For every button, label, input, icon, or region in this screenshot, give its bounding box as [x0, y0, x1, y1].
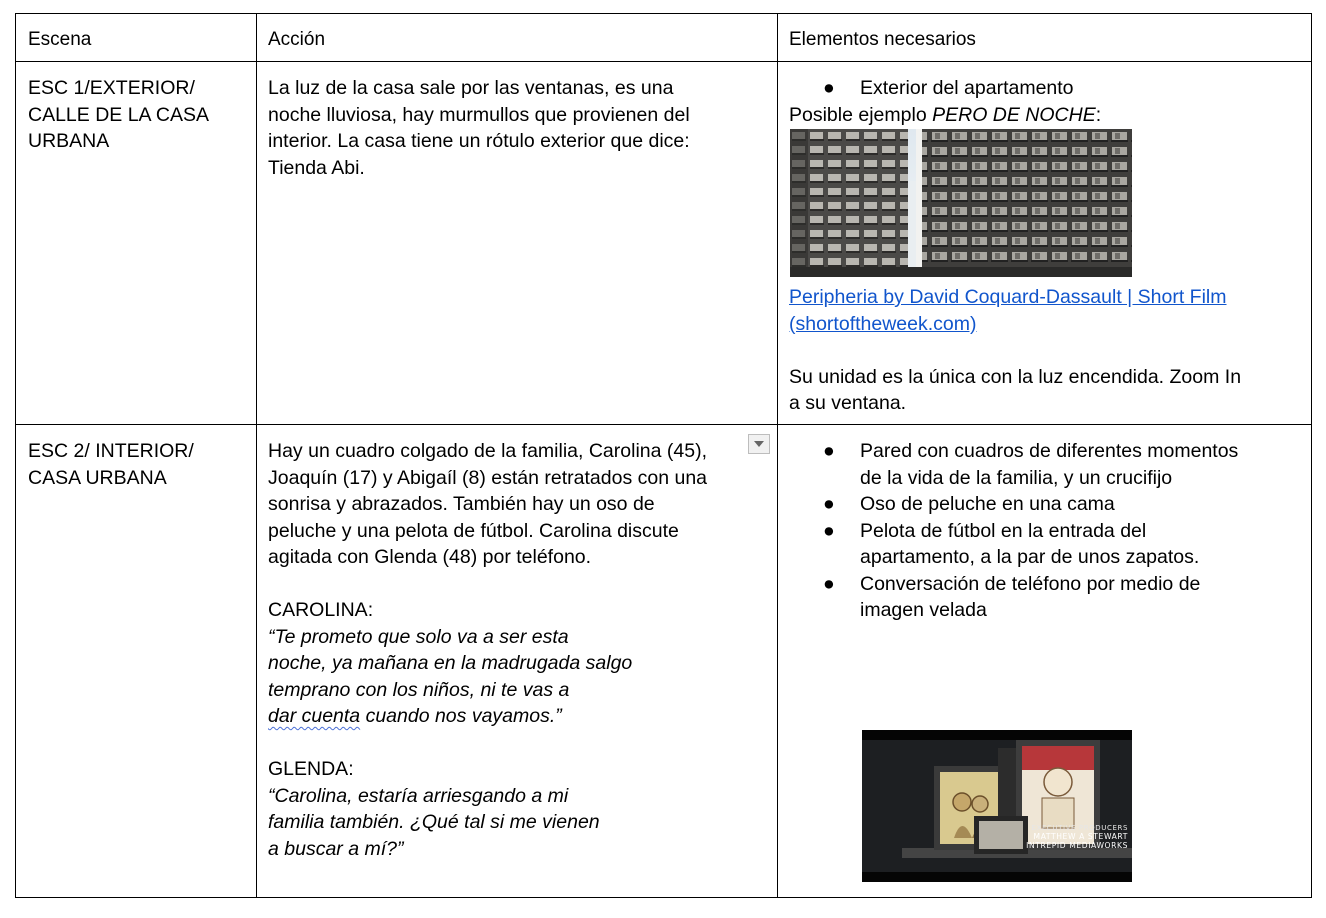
bullet-text: apartamento, a la par de unos zapatos. — [860, 546, 1200, 568]
row2-scene-cell — [28, 438, 250, 491]
row1-scene-line: URBANA — [28, 130, 110, 152]
speaker-glenda: GLENDA: — [268, 758, 354, 780]
dialogue-line: noche, ya mañana en la madrugada salgo — [268, 652, 633, 674]
spellcheck-flagged-text[interactable]: dar cuenta — [268, 705, 361, 727]
row2-action-line: agitada con Glenda (48) por teléfono. — [268, 546, 592, 568]
caret-down-icon — [754, 441, 764, 447]
dialogue-line: familia también. ¿Qué tal si me vienen — [268, 811, 600, 833]
example-suffix: : — [1095, 103, 1102, 126]
header-elementos: Elementos necesarios — [789, 29, 976, 50]
row1-scene-line: CALLE DE LA CASA — [28, 103, 210, 126]
apartment-building-image[interactable] — [790, 129, 1132, 277]
row1-elements-cell — [789, 75, 1309, 128]
row2-scene-line: CASA URBANA — [28, 466, 167, 489]
suggestion-dropdown-button[interactable] — [748, 434, 770, 454]
list-item — [789, 438, 1309, 491]
row2-action-line: Joaquín (17) y Abigaíl (8) están retratados con una — [268, 466, 708, 489]
row2-elements-cell — [789, 438, 1309, 624]
row1-scene-line: ESC 1/EXTERIOR/ — [28, 77, 195, 99]
bullet-text: Conversación de teléfono por medio de — [860, 572, 1201, 595]
row1-action-cell — [268, 75, 773, 181]
row2-action-cell — [268, 438, 773, 862]
row2-action-line: peluche y una pelota de fútbol. Carolina discute — [268, 519, 679, 542]
row2-scene-line: ESC 2/ INTERIOR/ — [28, 440, 194, 462]
row1-action-line: La luz de la casa sale por las ventanas, es una — [268, 77, 674, 99]
bullet-text: imagen velada — [860, 599, 987, 621]
row1-note-line: a su ventana. — [789, 392, 907, 414]
bullet-text: Pelota de fútbol en la entrada del — [860, 519, 1147, 542]
bullet-text: Exterior del apartamento — [860, 77, 1074, 99]
row1-link-block — [789, 284, 1309, 417]
dialogue-line: “Carolina, estaría arriesgando a mi — [268, 784, 569, 807]
list-item — [789, 491, 1309, 518]
bullet-text: Oso de peluche en una cama — [860, 493, 1115, 515]
frame-caption-line-2: MATTHEW A STEWART — [1033, 832, 1128, 841]
bullet-icon: ● — [823, 493, 835, 515]
dialogue-line-rest: cuando nos vayamos.” — [360, 705, 562, 727]
speaker-carolina: CAROLINA: — [268, 599, 374, 621]
header-accion: Acción — [268, 29, 326, 50]
row1-action-line: noche lluviosa, hay murmullos que provienen del — [268, 103, 690, 126]
example-prefix: Posible ejemplo — [789, 103, 933, 126]
row1-bullet-list — [789, 75, 1309, 102]
dialogue-line: a buscar a mí?” — [268, 837, 404, 860]
row1-note-line: Su unidad es la única con la luz encendida. Zoom In — [789, 365, 1242, 388]
list-item — [789, 518, 1309, 571]
short-film-link-domain[interactable]: (shortoftheweek.com) — [789, 312, 977, 335]
header-escena: Escena — [28, 29, 92, 50]
example-line — [789, 102, 1309, 129]
column-divider-1 — [256, 14, 257, 897]
row2-action-line: Hay un cuadro colgado de la familia, Carolina (45), — [268, 440, 707, 462]
list-item — [789, 75, 1309, 102]
row-divider — [16, 424, 1311, 425]
bullet-icon: ● — [823, 440, 835, 462]
picture-frames-still[interactable] — [862, 730, 1132, 882]
bullet-icon: ● — [823, 77, 835, 99]
bullet-icon: ● — [823, 519, 835, 542]
row2-bullet-list — [789, 438, 1309, 624]
right-building-shape — [916, 129, 1132, 277]
dialogue-line — [268, 703, 773, 730]
example-italic: PERO DE NOCHE — [932, 103, 1096, 126]
frame-caption-line-3: INTREPID MEDIAWORKS — [1026, 841, 1128, 850]
list-item — [789, 571, 1309, 624]
dialogue-line: temprano con los niños, ni te vas a — [268, 678, 570, 701]
row2-action-line: sonrisa y abrazados. También hay un oso de — [268, 493, 655, 515]
bullet-icon: ● — [823, 572, 835, 595]
row1-action-line: interior. La casa tiene un rótulo exterior que dice: — [268, 130, 690, 152]
dialogue-line: “Te prometo que solo va a ser esta — [268, 625, 569, 648]
column-divider-2 — [777, 14, 778, 897]
header-divider — [16, 61, 1311, 62]
bullet-text: de la vida de la familia, y un crucifijo — [860, 466, 1173, 489]
short-film-link[interactable]: Peripheria by David Coquard-Dassault | Short Film — [789, 286, 1227, 308]
row1-action-line: Tienda Abi. — [268, 156, 365, 179]
bullet-text: Pared con cuadros de diferentes momentos — [860, 440, 1239, 462]
row1-scene-cell — [28, 75, 250, 155]
frame-caption-line-1: EXECUTIVE PRODUCERS — [1031, 824, 1128, 832]
